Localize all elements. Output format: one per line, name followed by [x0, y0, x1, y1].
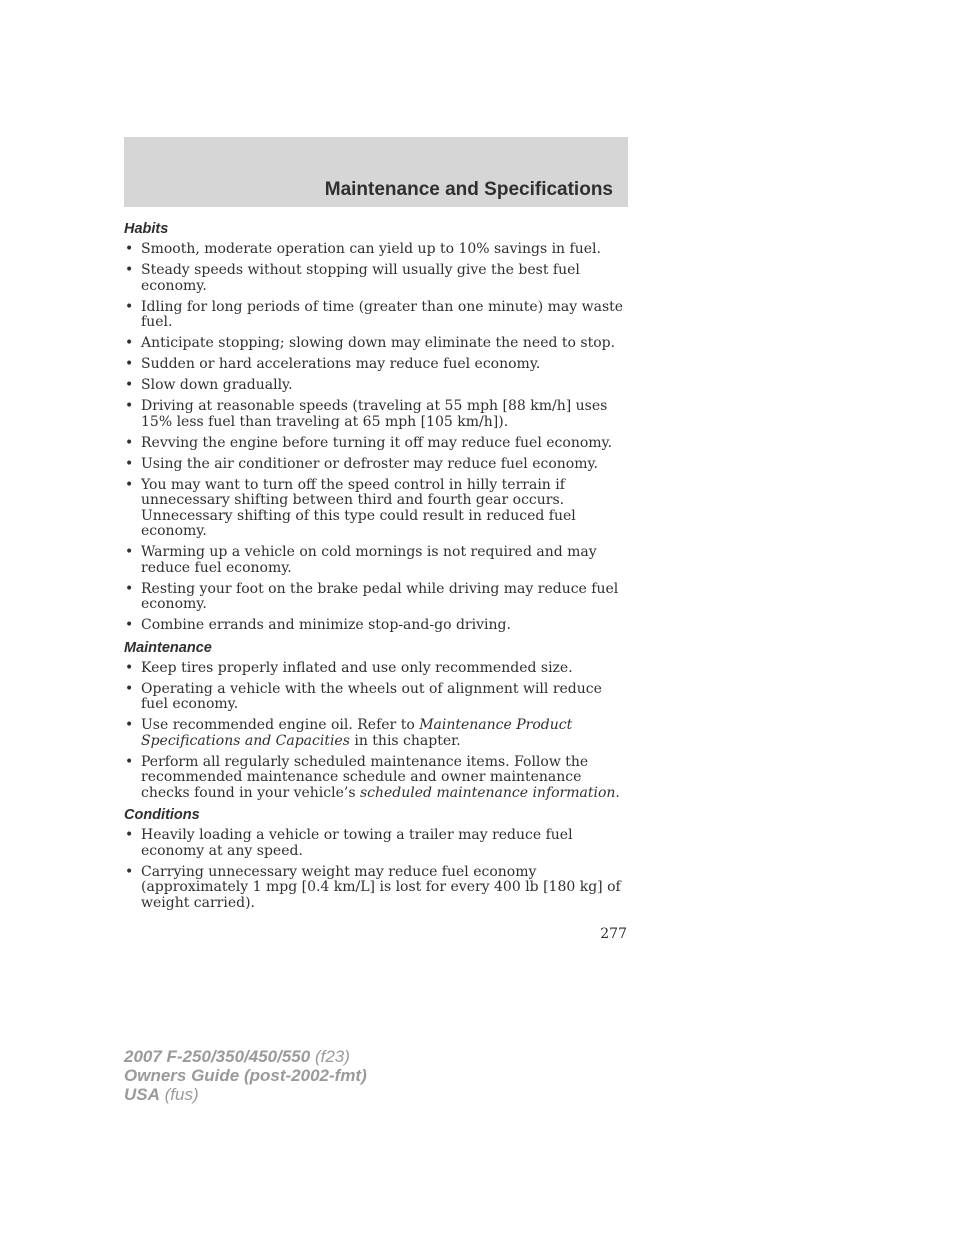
document-footer: [124, 1047, 367, 1104]
list-item: • Slow down gradually.: [124, 378, 632, 394]
footer-line-model: [124, 1047, 367, 1066]
footer-market-code: (fus): [159, 1085, 199, 1104]
page-content: [124, 221, 632, 917]
footer-model-code: (f23): [310, 1047, 350, 1066]
footer-line-market: [124, 1085, 367, 1104]
footer-guide: Owners Guide (post-2002-fmt): [124, 1066, 367, 1085]
list-item-scheduled-maintenance: [124, 755, 632, 802]
list-item: • Anticipate stopping; slowing down may eliminate the need to stop.: [124, 336, 632, 352]
footer-market: USA: [124, 1085, 160, 1104]
oil-text: Use recommended engine oil. Refer to: [141, 717, 420, 733]
list-item: • You may want to turn off the speed control in hilly terrain if unnecessary shifting between third and fourth gear occurs. Unnecessary shifting of this type could result in reduced fuel economy.: [124, 478, 632, 540]
list-item: • Sudden or hard accelerations may reduce fuel economy.: [124, 357, 632, 373]
habits-heading: Habits: [124, 221, 169, 237]
maintenance-heading: Maintenance: [124, 639, 212, 656]
conditions-list: [124, 828, 632, 911]
list-item: • Revving the engine before turning it off may reduce fuel economy.: [124, 436, 632, 452]
habits-list: [124, 242, 632, 634]
oil-text-end: in this chapter.: [349, 732, 461, 749]
list-item: • Driving at reasonable speeds (traveling at 55 mph [88 km/h] uses 15% less fuel than traveling at 65 mph [105 km/h]).: [124, 399, 632, 430]
list-item: • Carrying unnecessary weight may reduce fuel economy (approximately 1 mpg [0.4 km/L] is lost for every 400 lb [180 kg] of weight carried).: [124, 865, 632, 912]
maintenance-list: [124, 661, 632, 802]
footer-line-guide: [124, 1066, 367, 1085]
list-item: • Operating a vehicle with the wheels out of alignment will reduce fuel economy.: [124, 682, 632, 713]
list-item: • Heavily loading a vehicle or towing a trailer may reduce fuel economy at any speed.: [124, 828, 632, 859]
oil-reference: Maintenance Product Specifications and Capacities: [141, 717, 573, 749]
list-item: • Smooth, moderate operation can yield up to 10% savings in fuel.: [124, 242, 632, 258]
schedule-reference: scheduled maintenance information: [359, 784, 616, 801]
list-item: • Using the air conditioner or defroster may reduce fuel economy.: [124, 457, 632, 473]
section-header-band: [124, 137, 628, 207]
list-item: • Steady speeds without stopping will usually give the best fuel economy.: [124, 263, 632, 294]
conditions-heading: Conditions: [124, 807, 200, 823]
list-item: • Warming up a vehicle on cold mornings is not required and may reduce fuel economy.: [124, 545, 632, 576]
list-item: • Resting your foot on the brake pedal while driving may reduce fuel economy.: [124, 582, 632, 613]
list-item-engine-oil: [124, 718, 632, 749]
schedule-text: Perform all regularly scheduled maintenance items. Follow the recommended maintenance schedule and owner maintenance checks found in your vehicle’s: [141, 753, 589, 801]
list-item: • Combine errands and minimize stop-and-go driving.: [124, 618, 632, 634]
list-item: • Idling for long periods of time (greater than one minute) may waste fuel.: [124, 300, 632, 331]
footer-model: 2007 F-250/350/450/550: [124, 1047, 311, 1066]
schedule-text-end: .: [615, 784, 620, 801]
list-item: • Keep tires properly inflated and use only recommended size.: [124, 661, 632, 677]
page-number: 277: [600, 926, 627, 942]
section-title: Maintenance and Specifications: [324, 179, 613, 200]
